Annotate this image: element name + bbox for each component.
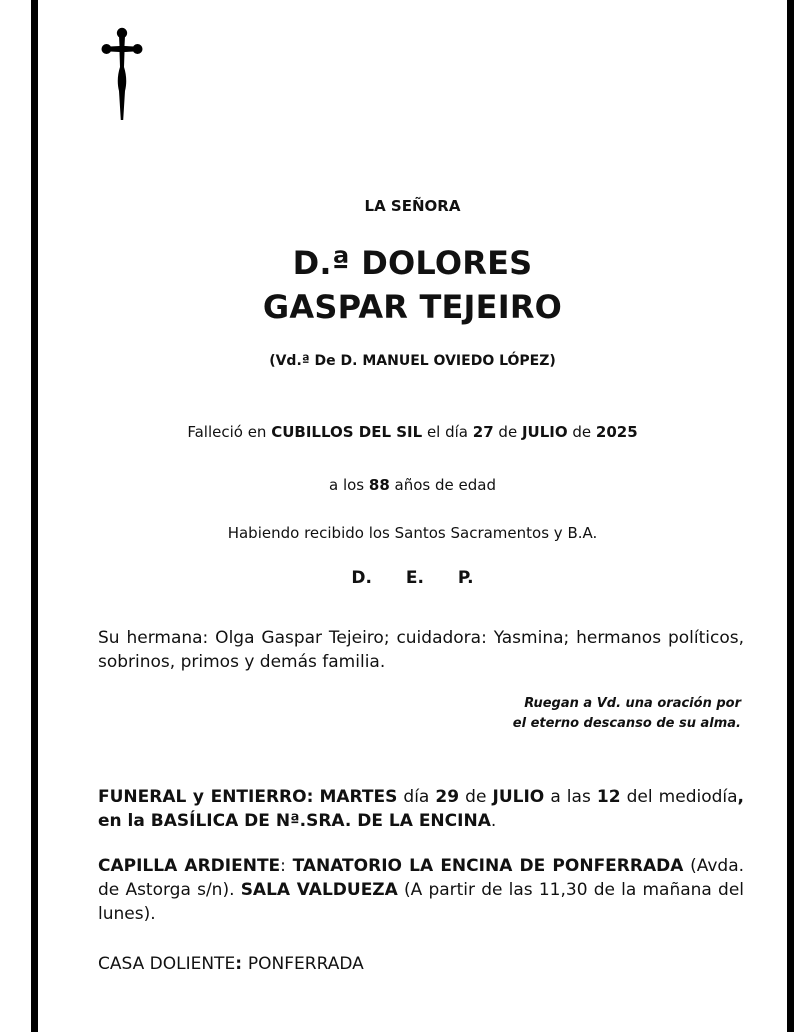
death-day: 27 <box>472 423 494 441</box>
deceased-name <box>38 241 787 329</box>
funeral-paragraph: FUNERAL y ENTIERRO: MARTES día 29 de JULIO a las 12 del mediodía, en la BASÍLICA DE Nª.SRA. DE LA ENCINA. <box>98 787 745 831</box>
widow-of: (Vd.ª De D. MANUEL OVIEDO LÓPEZ) <box>269 353 556 369</box>
death-year: 2025 <box>595 423 638 441</box>
family-paragraph: Su hermana: Olga Gaspar Tejeiro; cuidadora: Yasmina; hermanos políticos, sobrinos, primos y demás familia. <box>98 628 744 672</box>
right-border <box>787 0 794 1032</box>
prayer-line-2: el eterno descanso de su alma. <box>512 716 741 731</box>
death-line: Falleció en CUBILLOS DEL SIL el día 27 de JULIO de 2025 <box>187 423 638 441</box>
death-month: JULIO <box>521 423 568 441</box>
funeral-label: FUNERAL y ENTIERRO: <box>98 787 314 807</box>
chapel-paragraph: CAPILLA ARDIENTE: TANATORIO LA ENCINA DE PONFERRADA (Avda. de Astorga s/n). SALA VALDUEZA (A partir de las 11,30 de la mañana del lunes). <box>98 856 745 924</box>
left-border <box>31 0 38 1032</box>
funeral-day: 29 <box>435 787 460 807</box>
name-line-2: GASPAR TEJEIRO <box>262 288 563 326</box>
home-label: CASA DOLIENTE <box>98 954 236 974</box>
sacraments-line: Habiendo recibido los Santos Sacramentos y B.A. <box>227 524 598 542</box>
funeral-place: BASÍLICA DE Nª.SRA. DE LA ENCINA <box>150 811 491 831</box>
prayer-request <box>400 694 741 734</box>
age-years: 88 <box>368 476 390 494</box>
dep: D. E. P. <box>351 568 474 588</box>
chapel-place: TANATORIO LA ENCINA DE PONFERRADA <box>292 856 684 876</box>
chapel-label: CAPILLA ARDIENTE <box>98 856 281 876</box>
funeral-weekday: MARTES <box>319 787 398 807</box>
name-line-1: D.ª DOLORES <box>292 244 533 282</box>
prayer-line-1: Ruegan a Vd. una oración por <box>524 696 741 711</box>
cross-icon <box>101 27 143 121</box>
death-place: CUBILLOS DEL SIL <box>271 423 423 441</box>
pre-title: LA SEÑORA <box>364 197 461 215</box>
chapel-room: SALA VALDUEZA <box>240 880 398 900</box>
funeral-month: JULIO <box>492 787 545 807</box>
home-paragraph: CASA DOLIENTE: PONFERRADA <box>98 954 364 974</box>
age-line: a los 88 años de edad <box>329 476 496 494</box>
funeral-hour: 12 <box>596 787 621 807</box>
home-place: PONFERRADA <box>247 954 364 974</box>
